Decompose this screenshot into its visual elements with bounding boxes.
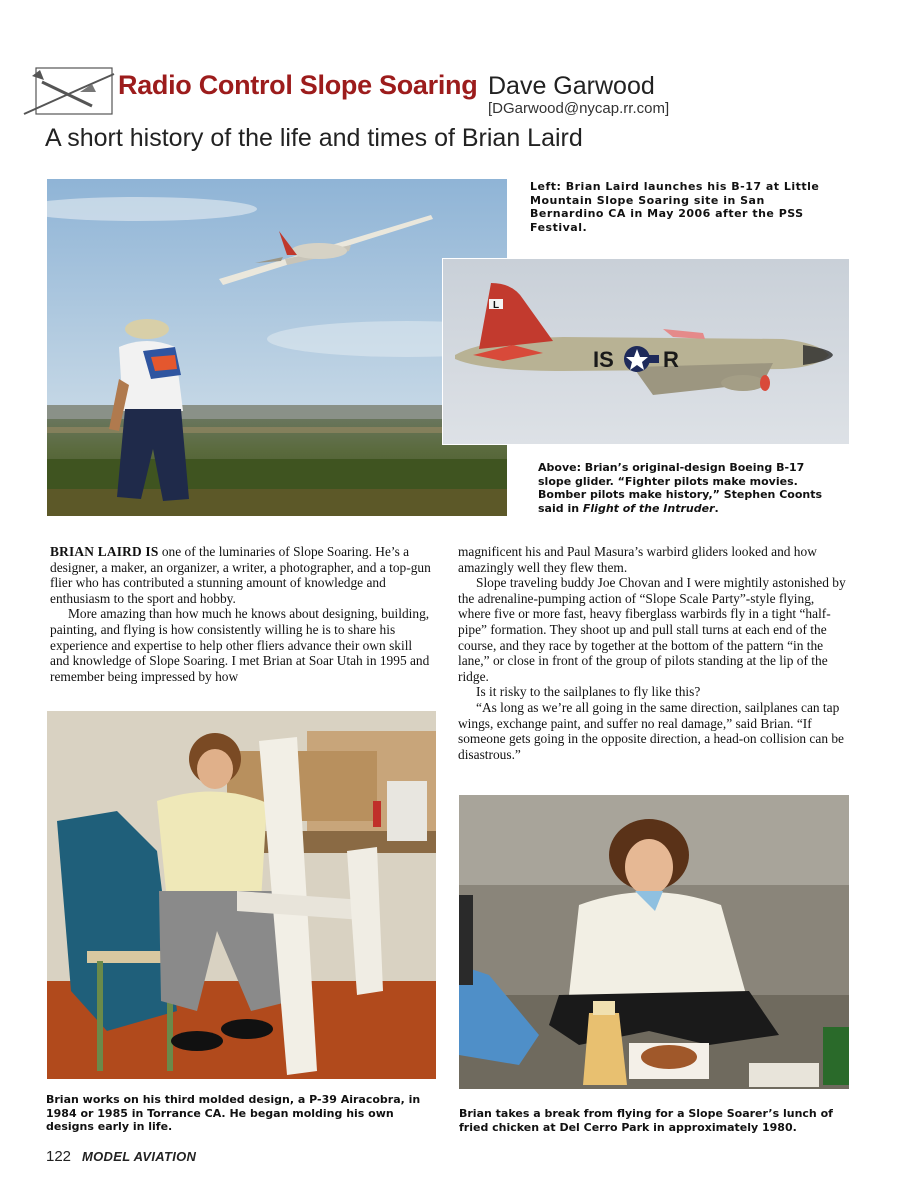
column-title: Radio Control Slope Soaring: [118, 70, 478, 100]
photo-workshop: [47, 711, 436, 1079]
article-subtitle: A short history of the life and times of Brian Laird: [45, 124, 583, 152]
caption-launch: Left: Brian Laird launches his B-17 at Little Mountain Slope Soaring site in San Bernardino CA in May 2006 after the PSS Festival.: [530, 180, 820, 234]
caption-workshop: Brian works on his third molded design, a P-39 Airacobra, in 1984 or 1985 in Torrance CA. He began molding his own designs early in life.: [46, 1093, 421, 1133]
author-email: [DGarwood@nycap.rr.com]: [488, 100, 670, 117]
fuselage-code-left: IS: [593, 347, 614, 372]
caption-b17-end: .: [714, 501, 719, 515]
glider-logo-icon: [22, 66, 116, 120]
paragraph-4: Slope traveling buddy Joe Chovan and I were mightily astonished by the adrenaline-pumping action of “Slope Scale Party”-style flying, where five or more fast, heavy fiberglass warbirds fly in a tight “half-pipe” formation. They shoot up and pull stall turns at each end of the course, and they race by together at the bottom of the pattern “in the lane,” or close in front of the group of pilots standing at the lip of the ridge.: [458, 575, 846, 684]
paragraph-6: “As long as we’re all going in the same direction, sailplanes can tap wings, exchange paint, and suffer no real damage,” said Brian. “If someone gets going in the opposite direction, a head-on collision can be disastrous.”: [458, 699, 845, 762]
lead-in: BRIAN LAIRD IS: [50, 544, 159, 559]
caption-b17-book-title: Flight of the Intruder: [582, 501, 715, 515]
magazine-name: MODEL AVIATION: [82, 1149, 197, 1164]
tail-letter: L: [492, 300, 500, 311]
page-number: 122: [46, 1148, 72, 1165]
paragraph-5: Is it risky to the sailplanes to fly like this?: [476, 684, 701, 700]
paragraph-1: one of the luminaries of Slope Soaring. He’s a designer, a maker, an organizer, a writer, a photographer, and a top-gun flier who has contributed a stunning amount of knowledge and enthusiasm to the sport and hobby.: [50, 544, 431, 606]
caption-b17-text: Above: Brian’s original-design Boeing B-17 slope glider. “Fighter pilots make movies. Bomber pilots make history,” Stephen Coonts said in: [538, 461, 823, 515]
photo-b17-closeup: [442, 258, 850, 445]
author-name: Dave Garwood: [488, 72, 655, 100]
photo-launch-b17: [47, 179, 507, 516]
fuselage-code-right: R: [663, 347, 679, 372]
paragraph-2: More amazing than how much he knows about designing, building, painting, and flying is how consistently willing he is to share his experience and expertise to help other fliers advance their own skill and knowledge of Slope Soaring. I met Brian at Soar Utah in 1995 and remember being impressed by how: [50, 606, 430, 684]
caption-lunch: Brian takes a break from flying for a Slope Soarer’s lunch of fried chicken at Del Cerro Park in approximately 1980.: [459, 1107, 833, 1134]
caption-b17: [538, 461, 840, 515]
paragraph-3: magnificent his and Paul Masura’s warbird gliders looked and how amazingly well they flew them.: [458, 544, 817, 575]
body-column-1: [50, 544, 434, 684]
photo-lunch: [459, 795, 849, 1089]
body-column-2: [458, 544, 850, 762]
